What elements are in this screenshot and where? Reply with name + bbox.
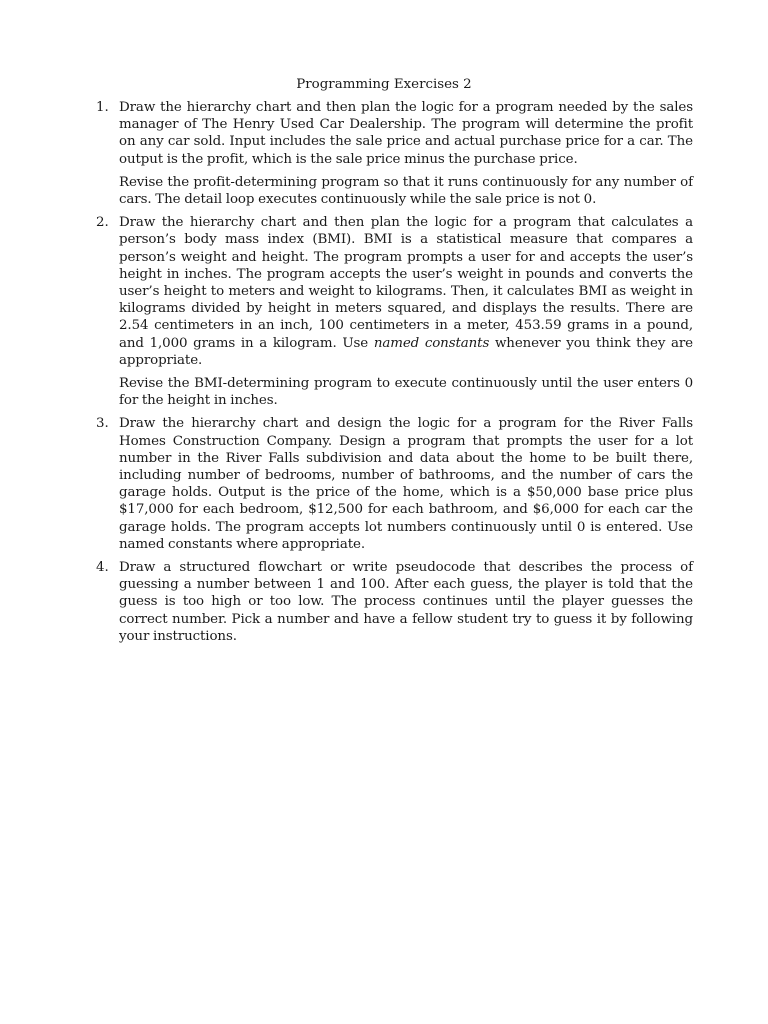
exercise-item-2 xyxy=(96,214,693,409)
exercise-item-4 xyxy=(96,559,693,645)
document-title: Programming Exercises 2 xyxy=(296,77,472,92)
emphasized-term: named constants xyxy=(373,335,490,351)
exercise-paragraph: Draw the hierarchy chart and then plan the logic for a program needed by the sales manager of The Henry Used Car Dealership. The program will determine the profit on any car sold. Input includes the sale price and actual purchase price for a car. The output is the profit, which is the sale price minus the purchase price. xyxy=(119,100,693,167)
exercise-paragraph: Draw the hierarchy chart and design the logic for a program for the River Falls Homes Construction Company. Design a program that prompts the user for a lot number in the River Falls subdivision and data about the home to be built there, including number of bedrooms, number of bathrooms, and the number of cars the garage holds. Output is the price of the home, which is a $50,000 base price plus $17,000 for each bedroom, $12,500 for each bathroom, and $6,000 for each car the garage holds. The program accepts lot numbers continuously until 0 is entered. Use named constants where appropriate. xyxy=(119,416,693,552)
exercise-item-1 xyxy=(96,99,693,208)
exercise-list xyxy=(96,99,693,651)
exercise-number: 2. xyxy=(96,215,109,231)
paragraph-text: Draw the hierarchy chart and then plan the logic for a program that calculates a person’s body mass index (BMI). BMI is a statistical measure that compares a person’s weight and height. The program prompts a user for and accepts the user’s height in inches. The program accepts the user’s weight in pounds and converts the user’s height to meters and weight to kilograms. Then, it calculates BMI as weight in kilograms divided by height in meters squared, and displays the results. There are 2.54 centimeters in an inch, 100 centimeters in a meter, 453.59 grams in a pound, and 1,000 grams in a kilogram. Use xyxy=(119,215,693,351)
exercise-revision-paragraph: Revise the profit-determining program so that it runs continuously for any number of cars. The detail loop executes continuously while the sale price is not 0. xyxy=(119,174,693,208)
exercise-item-3 xyxy=(96,415,693,553)
exercise-paragraph xyxy=(119,214,693,369)
exercise-paragraph: Draw a structured flowchart or write pseudocode that describes the process of guessing a number between 1 and 100. After each guess, the player is told that the guess is too high or too low. The process continues until the player guesses the correct number. Pick a number and have a fellow student try to guess it by following your instructions. xyxy=(119,560,693,644)
exercise-number: 4. xyxy=(96,560,109,576)
exercise-revision-paragraph: Revise the BMI-determining program to execute continuously until the user enters 0 for the height in inches. xyxy=(119,376,693,409)
paragraph-text: whenever you think they are appropriate. xyxy=(119,335,693,368)
exercise-number: 3. xyxy=(96,416,109,432)
exercise-number: 1. xyxy=(96,100,109,115)
